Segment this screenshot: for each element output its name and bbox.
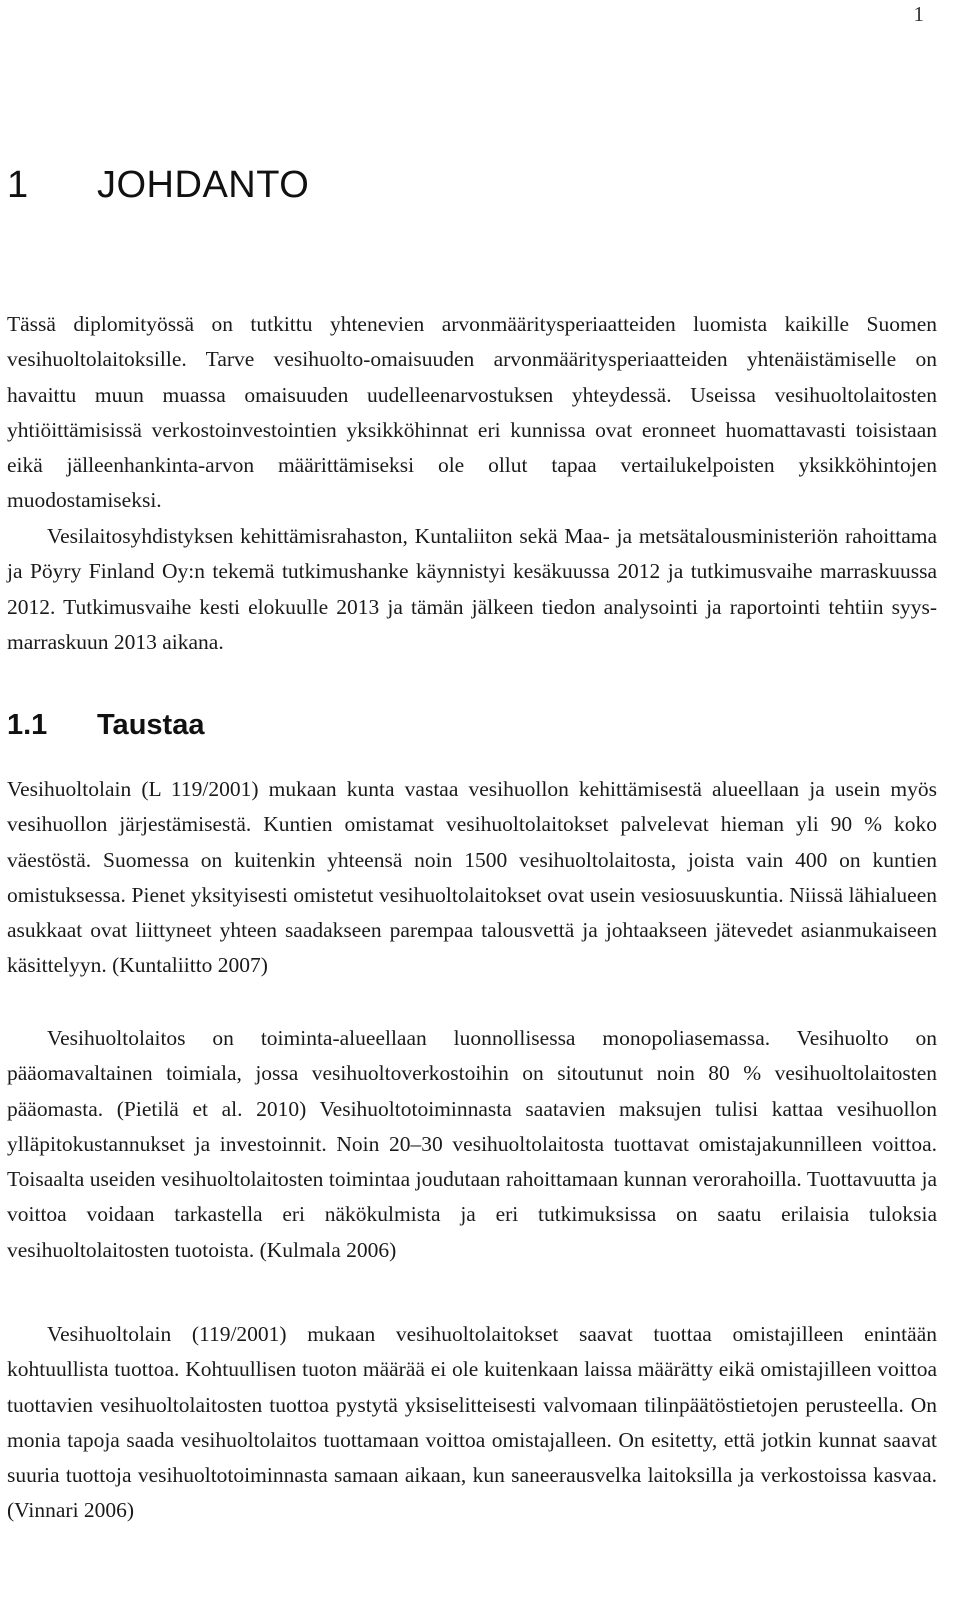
chapter-title: JOHDANTO	[97, 164, 310, 206]
intro-paragraph-2: Vesilaitosyhdistyksen kehittämisrahaston, Kuntaliiton sekä Maa- ja metsätalousministeriön rahoittama ja Pöyry Finland Oy:n tekemä tutkimushanke käynnistyi kesäkuussa 2012 ja tutkimusvaihe marraskuussa 2012. Tutkimusvaihe kesti elokuulle 2013 ja tämän jälkeen tiedon analysointi ja raportointi tehtiin syys-marraskuun 2013 aikana.	[7, 524, 937, 654]
chapter-heading	[7, 164, 309, 207]
background-paragraph-3: Vesihuoltolain (119/2001) mukaan vesihuoltolaitokset saavat tuottaa omistajilleen enintään kohtuullista tuottoa. Kohtuullisen tuoton määrää ei ole kuitenkaan laissa määrätty eikä omistajilleen voittoa tuottavien vesihuoltolaitosten tuottoa pystytä yksiselitteisesti valvomaan tilinpäätöstietojen perusteella. On monia tapoja saada vesihuoltolaitos tuottamaan voittoa omistajalleen. On esitetty, että jotkin kunnat saavat suuria tuottoja vesihuoltotoiminnasta samaan aikaan, kun saneerausvelka laitoksilla ja verkostoissa kasvaa. (Vinnari 2006)	[7, 1322, 937, 1523]
background-paragraph-2: Vesihuoltolaitos on toiminta-alueellaan luonnollisessa monopoliasemassa. Vesihuolto on pääomavaltainen toimiala, jossa vesihuoltoverkostoihin on sitoutunut noin 80 % vesihuoltolaitosten pääomasta. (Pietilä et al. 2010) Vesihuoltotoiminnasta saatavien maksujen tulisi kattaa vesihuollon ylläpitokustannukset ja investoinnit. Noin 20–30 vesihuoltolaitosta tuottavat omistajakunnilleen voittoa. Toisaalta useiden vesihuoltolaitosten toimintaa joudutaan rahoittamaan kunnan verorahoilla. Tuottavuutta ja voittoa voidaan tarkastella eri näkökulmista ja eri tutkimuksissa on saatu erilaisia tuloksia vesihuoltolaitosten tuotoista. (Kulmala 2006)	[7, 1026, 937, 1262]
background-paragraph-1: Vesihuoltolain (L 119/2001) mukaan kunta vastaa vesihuollon kehittämisestä alueellaan ja usein myös vesihuollon järjestämisestä. Kuntien omistamat vesihuoltolaitokset palvelevat hieman yli 90 % koko väestöstä. Suomessa on kuitenkin yhteensä noin 1500 vesihuoltolaitosta, joista vain 400 on kuntien omistuksessa. Pienet yksityisesti omistetut vesihuoltolaitokset ovat usein vesiosuuskuntia. Niissä lähialueen asukkaat ovat liittyneet yhteen saadakseen parempaa talousvettä ja johtaakseen jätevedet asianmukaiseen käsittelyyn. (Kuntaliitto 2007)	[7, 777, 937, 978]
page-number: 1	[913, 2, 924, 26]
section-number: 1.1	[7, 709, 48, 741]
intro-paragraph-1: Tässä diplomityössä on tutkittu yhtenevien arvonmääritysperiaatteiden luomista kaikille Suomen vesihuoltolaitoksille. Tarve vesihuolto-omaisuuden arvonmääritysperiaatteiden yhtenäistämiselle on havaittu muun muassa omaisuuden uudelleenarvostuksen yhteydessä. Useissa vesihuoltolaitosten yhtiöittämisissä verkostoinvestointien yksikköhinnat eri kunnissa ovat eronneet huomattavasti toisistaan eikä jälleenhankinta-arvon määrittämiseksi ole ollut tapaa vertailukelpoisten yksikköhintojen muodostamiseksi.	[7, 312, 937, 513]
section-title: Taustaa	[97, 709, 205, 741]
chapter-number: 1	[7, 164, 29, 206]
section-heading	[7, 709, 204, 742]
